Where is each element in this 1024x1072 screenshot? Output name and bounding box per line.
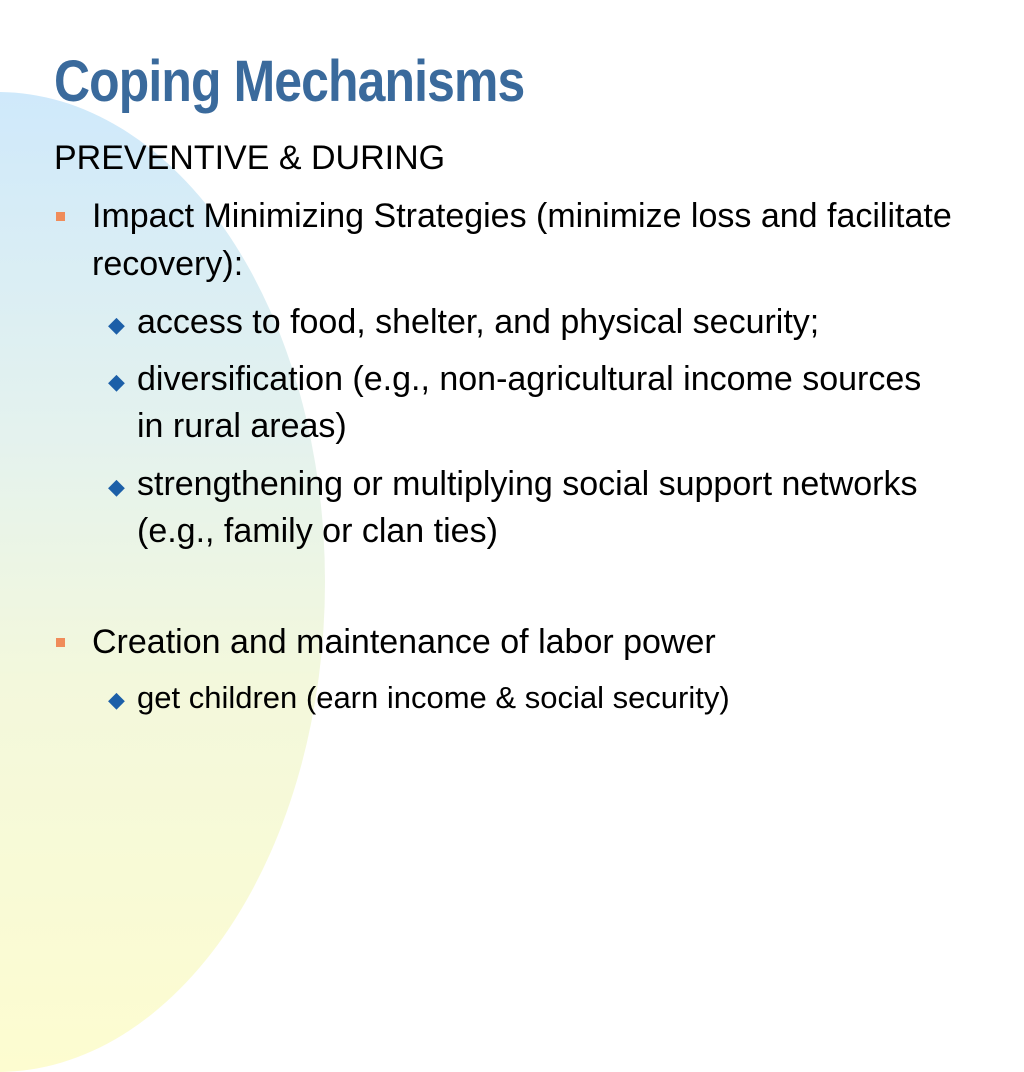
slide-subtitle: PREVENTIVE & DURING [54,139,446,177]
diamond-bullet-icon: ◆ [108,369,125,394]
bullet-text: Creation and maintenance of labor power [92,623,716,661]
sub-bullet-text: diversification (e.g., non-agricultural income sources in rural areas) [137,360,922,445]
sub-bullet-text: strengthening or multiplying social support networks (e.g., family or clan ties) [137,465,918,550]
bullet-text: Impact Minimizing Strategies (minimize loss and facilitate recovery): [92,197,952,283]
square-bullet-icon [56,638,65,647]
slide-title: Coping Mechanisms [54,49,525,114]
diamond-bullet-icon: ◆ [108,687,125,712]
square-bullet-icon [56,212,65,221]
diamond-bullet-icon: ◆ [108,474,125,499]
sub-bullet-text: get children (earn income & social security) [137,680,730,715]
sub-bullet-text: access to food, shelter, and physical security; [137,303,820,341]
diamond-bullet-icon: ◆ [108,312,125,337]
